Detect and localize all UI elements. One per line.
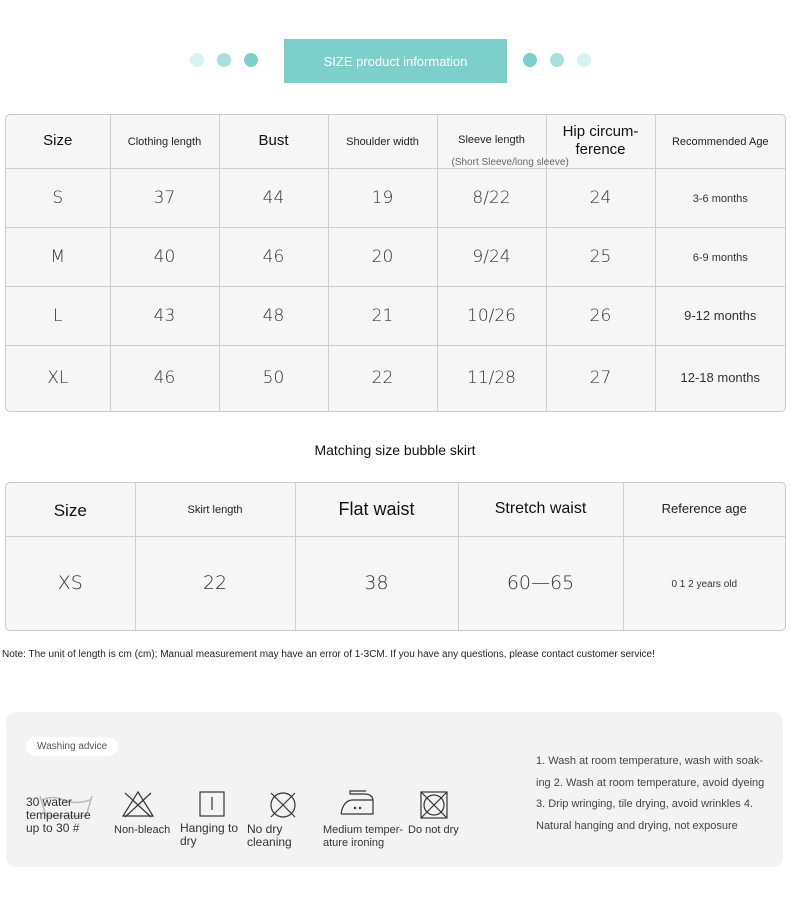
table-header-row: [6, 115, 785, 168]
hang-dry-caption: Hanging to dry: [180, 821, 239, 848]
wash-30-caption: 30 water temperature up to 30 #: [26, 795, 91, 835]
decor-dot: [244, 53, 258, 67]
table-row: L 43 48 21 10/26 26 9-12 months: [6, 286, 785, 345]
decor-dot: [523, 53, 537, 67]
header-recommended-age: Recommended Age: [655, 115, 785, 168]
decor-dot: [190, 53, 204, 67]
table-row: S 37 44 19 8/22 24 3-6 months: [6, 168, 785, 227]
header-shoulder-width: Shoulder width: [328, 115, 437, 168]
no-bleach-caption: Non-bleach: [114, 824, 171, 836]
decor-dot: [577, 53, 591, 67]
no-dry-clean-icon: [268, 790, 298, 820]
header-hip: Hip circum- ference: [546, 115, 655, 168]
decor-dot: [217, 53, 231, 67]
header-flat-waist: Flat waist: [295, 483, 458, 536]
washing-advice-label: Washing advice: [26, 737, 118, 756]
header-stretch-waist: Stretch waist: [458, 483, 623, 536]
washing-advice-panel: [6, 712, 783, 867]
skirt-section-title: Matching size bubble skirt: [314, 442, 476, 458]
sleeve-note: (Short Sleeve/long sleeve): [451, 157, 569, 168]
size-table: [5, 114, 786, 412]
table-row: XS 22 38 60—65 0 1 2 years old: [6, 536, 785, 630]
iron-medium-caption: Medium temper- ature ironing: [323, 824, 404, 849]
header-skirt-length: Skirt length: [135, 483, 295, 536]
header-reference-age: Reference age: [623, 483, 785, 536]
measurement-note: Note: The unit of length is cm (cm); Manual measurement may have an error of 1-3CM. If you have any questions, please contact customer service!: [2, 649, 655, 660]
header-clothing-length: Clothing length: [110, 115, 219, 168]
no-tumble-dry-icon: [419, 790, 449, 820]
header-size: Size: [6, 115, 110, 168]
header-size: Size: [6, 483, 135, 536]
decor-dot: [550, 53, 564, 67]
header-bust: Bust: [219, 115, 328, 168]
no-dry-clean-caption: No dry cleaning: [247, 822, 292, 849]
table-header-row: [6, 483, 785, 536]
table-row: XL 46 50 22 11/28 27 12-18 months: [6, 345, 785, 411]
section-title-banner: SIZE product information: [284, 39, 507, 83]
table-row: M 40 46 20 9/24 25 6-9 months: [6, 227, 785, 286]
hang-dry-icon: [198, 790, 226, 818]
header-sleeve-length: Sleeve length (Short Sleeve/long sleeve): [437, 115, 546, 168]
no-bleach-icon: [121, 789, 155, 819]
iron-medium-icon: [338, 789, 376, 817]
no-tumble-dry-caption: Do not dry: [408, 824, 459, 836]
skirt-size-table: [5, 482, 786, 631]
washing-advice-text: 1. Wash at room temperature, wash with soak-ing 2. Wash at room temperature, avoid dyeing 3. Drip wringing, tile drying, avoid wrinkles 4. Natural hanging and drying, not exposure: [536, 755, 765, 832]
